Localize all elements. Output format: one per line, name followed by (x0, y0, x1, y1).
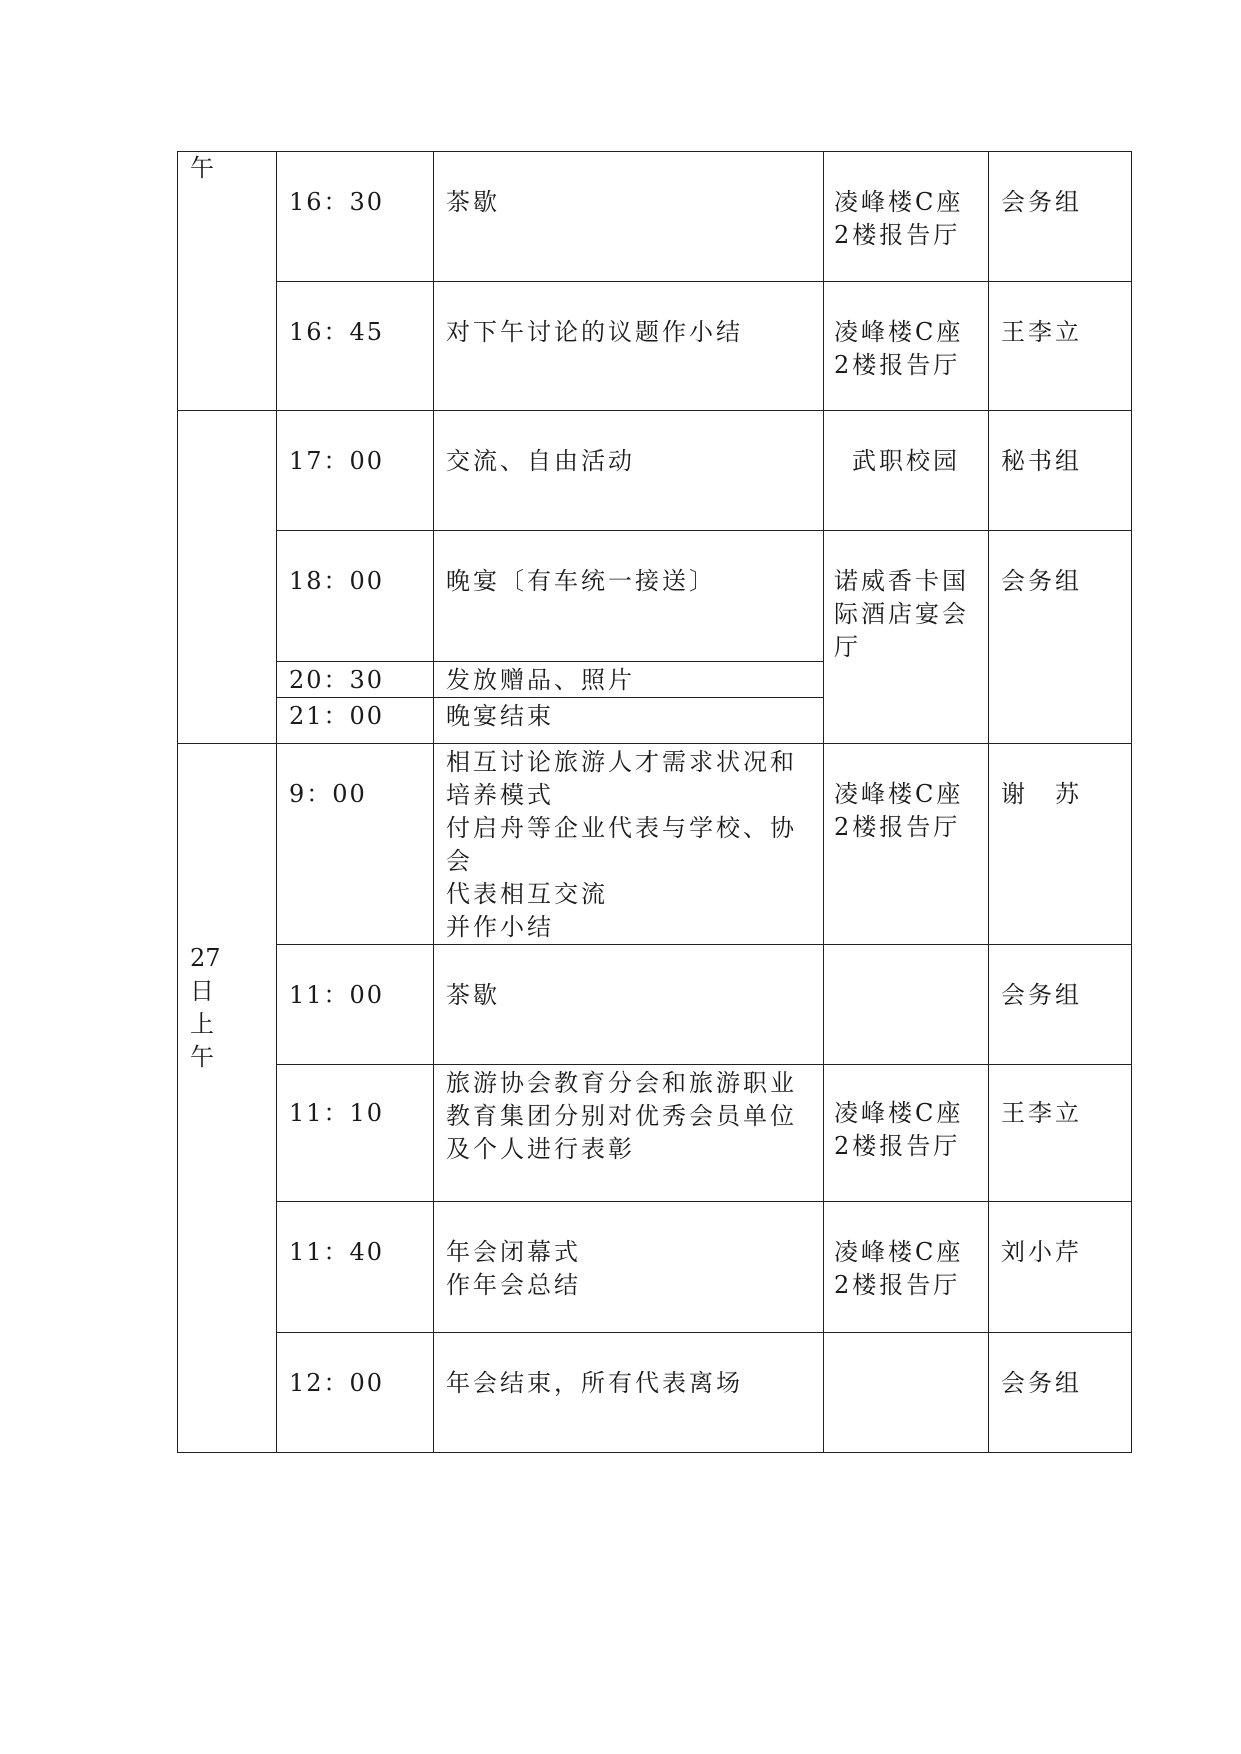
event-line: 及个人进行表彰 (446, 1135, 635, 1163)
venue-line: 诺威香卡国 (834, 567, 969, 595)
venue-cell (824, 1202, 989, 1333)
venue-line: 2楼报告厅 (834, 1132, 961, 1160)
event-cell (434, 1065, 824, 1202)
time-cell: 16：30 (277, 152, 434, 282)
owner-cell: 刘小芹 (989, 1202, 1132, 1333)
event-line: 年会闭幕式 (446, 1238, 581, 1266)
venue-line: 际酒店宴会 (834, 600, 969, 628)
table-row (178, 945, 1132, 1065)
event-line: 作年会总结 (446, 1271, 581, 1299)
time-cell: 11：00 (277, 945, 434, 1065)
event-line: 发放赠品、照片 (446, 666, 635, 694)
time-cell: 11：40 (277, 1202, 434, 1333)
venue-cell (824, 1065, 989, 1202)
venue-line: 厅 (834, 633, 861, 661)
event-line: 教育集团分别对优秀会员单位 (446, 1102, 797, 1130)
owner-cell: 王李立 (989, 282, 1132, 411)
owner-cell: 会务组 (989, 945, 1132, 1065)
table-row (178, 1333, 1132, 1453)
owner-cell: 谢 苏 (989, 744, 1132, 945)
table-row (178, 152, 1132, 282)
event-line: 旅游协会教育分会和旅游职业 (446, 1069, 797, 1097)
event-cell (434, 698, 824, 744)
venue-line: 2楼报告厅 (834, 1271, 961, 1299)
venue-line: 武职校园 (852, 447, 960, 475)
venue-line: 凌峰楼C座 (834, 780, 964, 808)
venue-line: 凌峰楼C座 (834, 188, 964, 216)
event-cell (434, 411, 824, 531)
venue-line: 凌峰楼C座 (834, 1238, 964, 1266)
venue-cell (824, 152, 989, 282)
event-cell (434, 744, 824, 945)
day-label: 日 (190, 977, 214, 1005)
event-line: 并作小结 (446, 913, 554, 941)
time-cell: 17：00 (277, 411, 434, 531)
event-line: 晚宴结束 (446, 702, 554, 730)
day-label: 午 (190, 1043, 214, 1071)
owner-cell: 秘书组 (989, 411, 1132, 531)
table-row (178, 744, 1132, 945)
venue-line: 2楼报告厅 (834, 221, 961, 249)
venue-cell (824, 744, 989, 945)
venue-cell (824, 411, 989, 531)
time-cell: 16：45 (277, 282, 434, 411)
day-cell (178, 744, 277, 1453)
event-line: 茶歇 (446, 188, 500, 216)
owner-cell: 王李立 (989, 1065, 1132, 1202)
event-cell (434, 152, 824, 282)
venue-cell (824, 1333, 989, 1453)
event-cell (434, 945, 824, 1065)
event-cell (434, 1333, 824, 1453)
event-line: 茶歇 (446, 981, 500, 1009)
day-cell (178, 411, 277, 744)
day-cell (178, 152, 277, 411)
event-cell (434, 1202, 824, 1333)
event-cell (434, 282, 824, 411)
table-row (178, 411, 1132, 531)
event-line: 晚宴〔有车统一接送〕 (446, 567, 716, 595)
table-row (178, 1065, 1132, 1202)
venue-cell (824, 282, 989, 411)
time-cell: 9：00 (277, 744, 434, 945)
event-line: 交流、自由活动 (446, 447, 635, 475)
time-cell: 21：00 (277, 698, 434, 744)
owner-cell: 会务组 (989, 531, 1132, 744)
event-line: 对下午讨论的议题作小结 (446, 318, 743, 346)
time-cell: 11：10 (277, 1065, 434, 1202)
event-cell (434, 531, 824, 662)
table-row (178, 1202, 1132, 1333)
event-line: 相互讨论旅游人才需求状况和 (446, 748, 797, 776)
venue-line: 2楼报告厅 (834, 351, 961, 379)
day-label: 午 (190, 154, 214, 182)
event-line: 代表相互交流 (446, 880, 608, 908)
venue-cell (824, 945, 989, 1065)
owner-cell: 会务组 (989, 152, 1132, 282)
schedule-table (177, 151, 1132, 1453)
venue-cell (824, 531, 989, 744)
event-line: 付启舟等企业代表与学校、协会 (446, 814, 797, 875)
time-cell: 12：00 (277, 1333, 434, 1453)
table-row (178, 531, 1132, 662)
time-cell: 18：00 (277, 531, 434, 662)
time-cell: 20：30 (277, 662, 434, 698)
day-label: 上 (190, 1010, 214, 1038)
event-line: 年会结束，所有代表离场 (446, 1369, 743, 1397)
venue-line: 凌峰楼C座 (834, 318, 964, 346)
owner-cell: 会务组 (989, 1333, 1132, 1453)
table-row (178, 282, 1132, 411)
event-line: 培养模式 (446, 781, 554, 809)
venue-line: 凌峰楼C座 (834, 1099, 964, 1127)
venue-line: 2楼报告厅 (834, 813, 961, 841)
day-label: 27 (190, 944, 221, 972)
event-cell (434, 662, 824, 698)
